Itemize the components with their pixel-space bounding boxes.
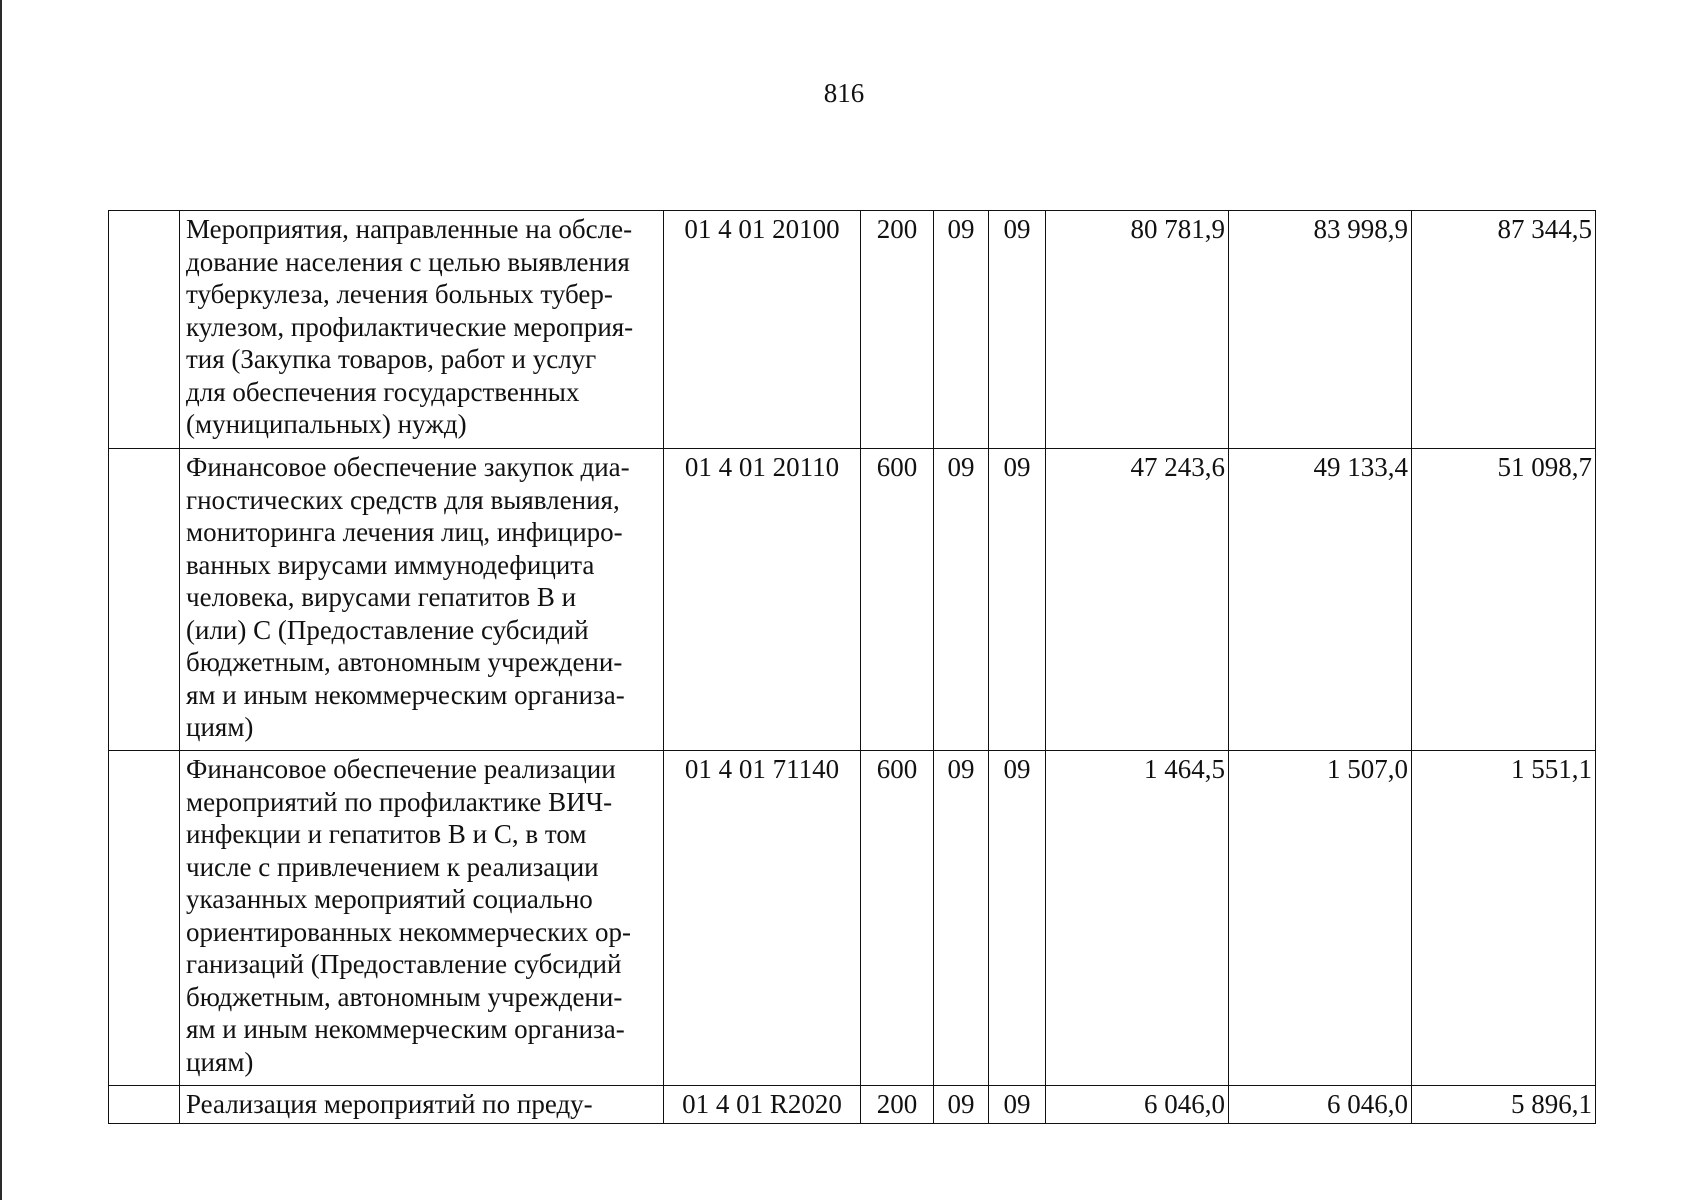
target-code-cell: 01 4 01 20110 [664,449,861,751]
expense-type-cell: 600 [861,751,934,1086]
amount-3-cell: 5 896,1 [1412,1086,1596,1124]
description-cell [180,211,664,449]
description-line: (или) С (Предоставление субсидий [186,614,589,645]
amount-1-cell: 80 781,9 [1046,211,1229,449]
amount-3-cell: 1 551,1 [1412,751,1596,1086]
section-cell: 09 [934,751,989,1086]
description-line: ганизаций (Предоставление субсидий [186,949,622,979]
target-code-cell: 01 4 01 71140 [664,751,861,1086]
description-line: бюджетным, автономным учреждени- [186,981,623,1012]
description-line: указанных мероприятий социально [186,884,593,914]
description-line: мониторинга лечения лиц, инфициро- [186,517,623,547]
description-line: бюджетным, автономным учреждени- [186,647,623,677]
row-number-cell [109,1086,180,1124]
subsection-cell: 09 [989,1086,1046,1124]
description-cell [180,1086,664,1124]
description-line: (муниципальных) нужд) [186,409,467,439]
amount-2-cell: 83 998,9 [1229,211,1412,449]
table-row [109,211,1596,449]
description-line: Финансовое обеспечение закупок диа- [186,452,630,482]
description-line: ям и иным некоммерческим организа- [186,1014,625,1044]
description-line: инфекции и гепатитов В и С, в том [186,819,587,849]
description-line: мероприятий по профилактике ВИЧ- [186,786,613,817]
description-line: тия (Закупка товаров, работ и услуг [186,344,597,374]
description-line: числе с привлечением к реализации [186,851,599,882]
description-line: человека, вирусами гепатитов В и [186,582,577,612]
description-line: циям) [186,712,254,742]
expense-type-cell: 200 [861,211,934,449]
amount-2-cell: 1 507,0 [1229,751,1412,1086]
description-line: туберкулеза, лечения больных тубер- [186,279,613,309]
target-code-cell: 01 4 01 R2020 [664,1086,861,1124]
amount-3-cell: 51 098,7 [1412,449,1596,751]
expense-type-cell: 600 [861,449,934,751]
amount-1-cell: 6 046,0 [1046,1086,1229,1124]
row-number-cell [109,449,180,751]
description-line: кулезом, профилактические мероприя- [186,311,634,342]
amount-1-cell: 1 464,5 [1046,751,1229,1086]
description-line: для обеспечения государственных [186,376,580,407]
description-cell [180,751,664,1086]
description-line: ориентированных некоммерческих ор- [186,916,631,947]
description-line: ям и иным некоммерческим организа- [186,679,625,710]
budget-table [108,210,1596,1124]
description-line: циям) [186,1046,254,1077]
section-cell: 09 [934,449,989,751]
amount-2-cell: 6 046,0 [1229,1086,1412,1124]
target-code-cell: 01 4 01 20100 [664,211,861,449]
amount-3-cell: 87 344,5 [1412,211,1596,449]
description-line: гностических средств для выявления, [186,484,620,515]
row-number-cell [109,751,180,1086]
section-cell: 09 [934,1086,989,1124]
subsection-cell: 09 [989,751,1046,1086]
amount-2-cell: 49 133,4 [1229,449,1412,751]
description-line: ванных вирусами иммунодефицита [186,549,595,580]
description-line: Финансовое обеспечение реализации [186,754,616,784]
subsection-cell: 09 [989,211,1046,449]
table-row [109,751,1596,1086]
expense-type-cell: 200 [861,1086,934,1124]
description-line: Реализация мероприятий по преду- [186,1089,593,1119]
table-row [109,449,1596,751]
page-number: 816 [823,78,865,108]
description-cell [180,449,664,751]
scan-left-edge [0,0,2,1200]
description-line: дование населения с целью выявления [186,246,630,277]
section-cell: 09 [934,211,989,449]
description-line: Мероприятия, направленные на обсле- [186,214,633,244]
row-number-cell [109,211,180,449]
subsection-cell: 09 [989,449,1046,751]
amount-1-cell: 47 243,6 [1046,449,1229,751]
table-row [109,1086,1596,1124]
